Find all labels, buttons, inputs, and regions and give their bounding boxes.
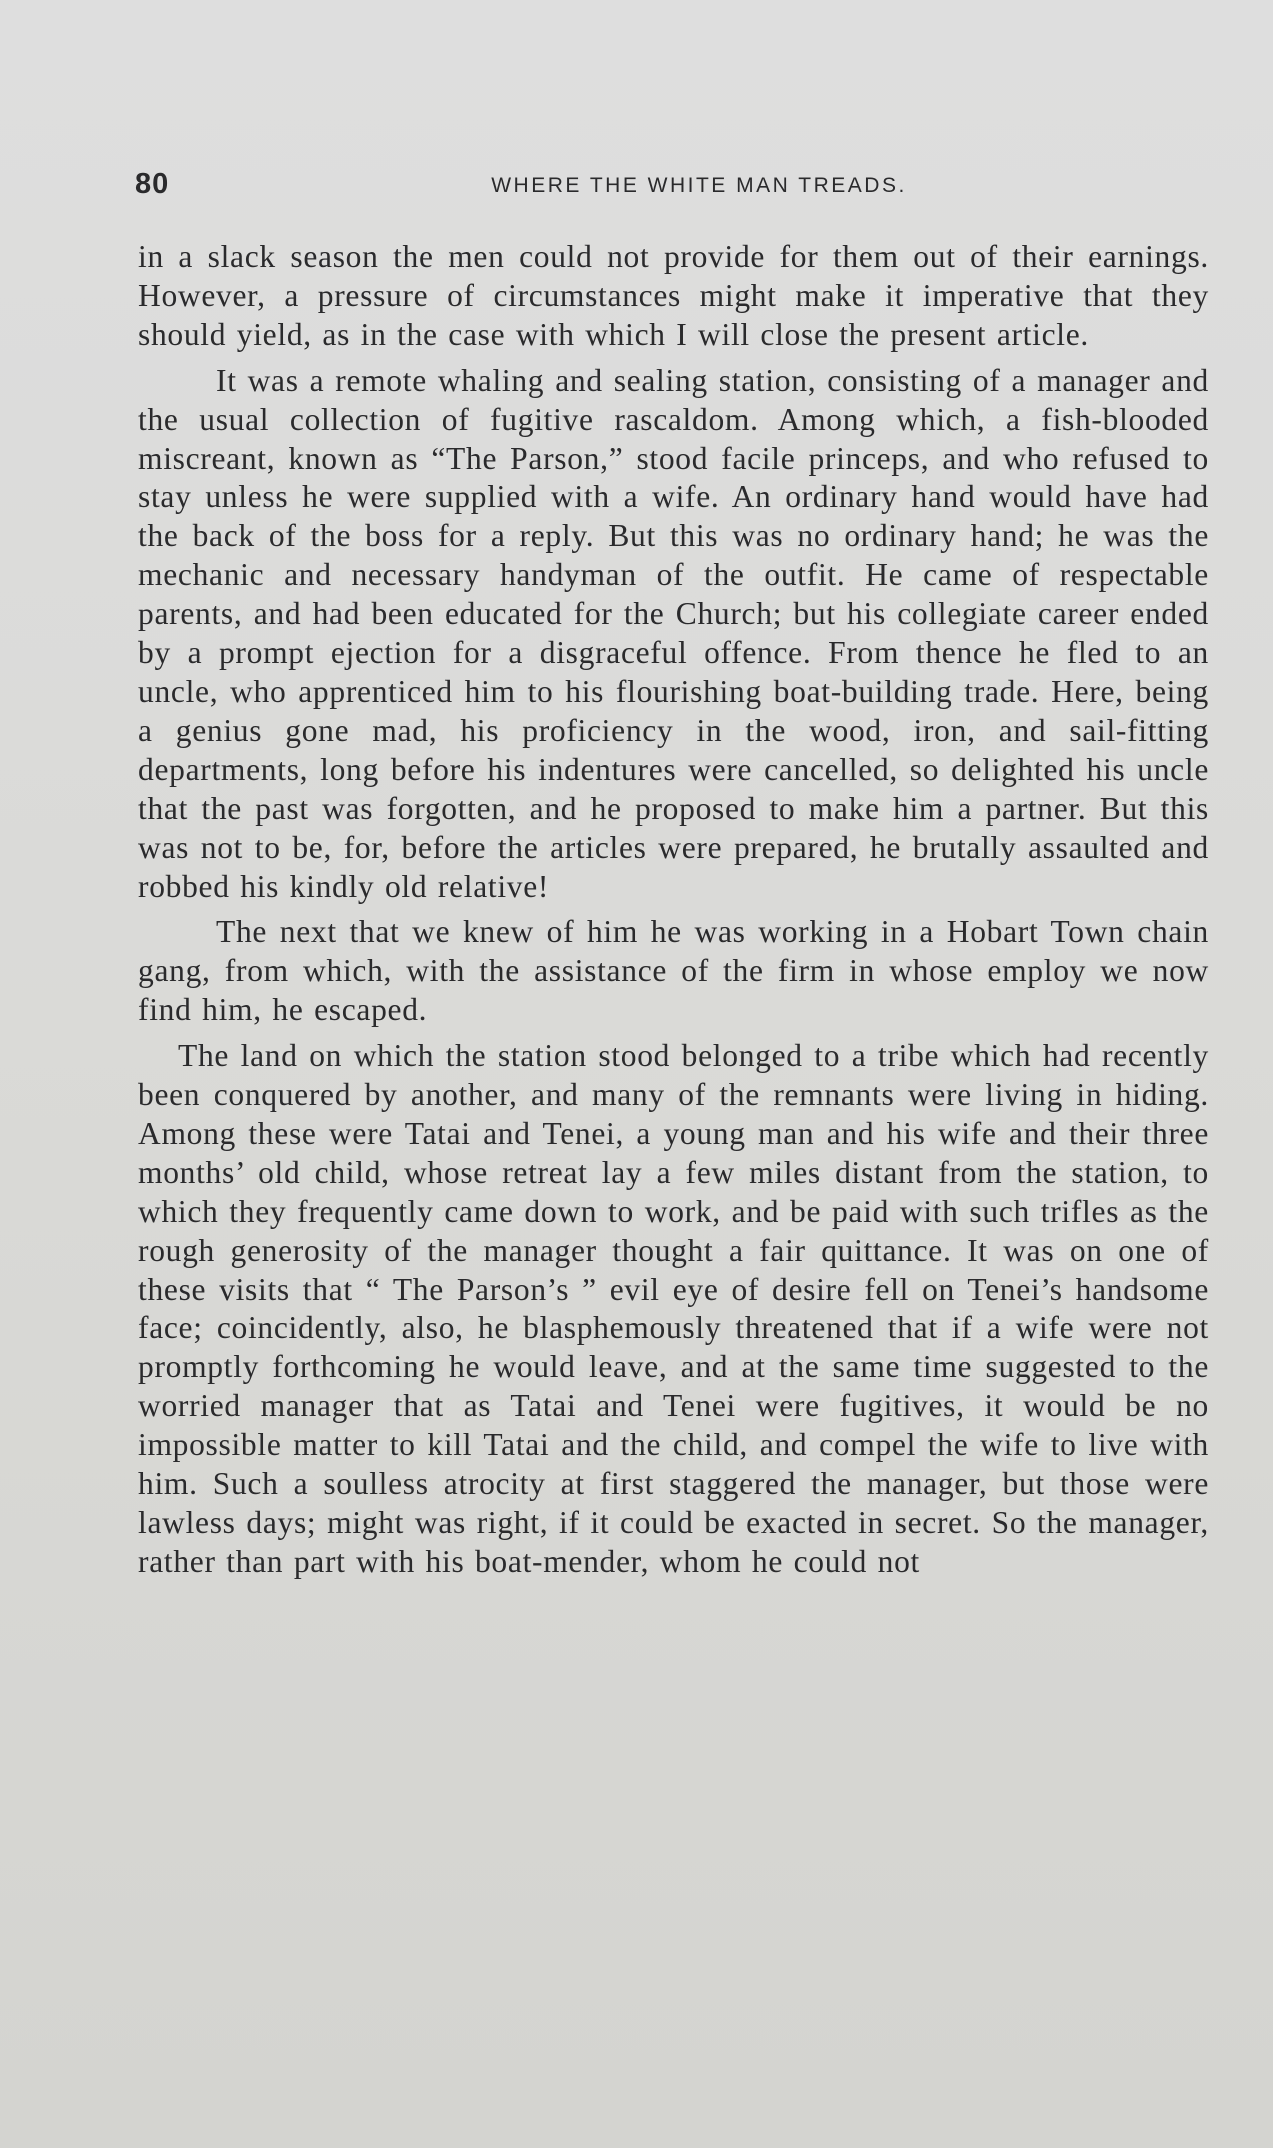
running-head: WHERE THE WHITE MAN TREADS. bbox=[491, 174, 907, 197]
page-header bbox=[135, 168, 1209, 208]
paragraph-1: in a slack season the men could not provide for them out of their earnings. However, a pressure of circumstances might make it imperative that they should yield, as in the case with which I will close the present article. bbox=[138, 239, 1209, 352]
paragraph-2: It was a remote whaling and sealing station, consisting of a manager and the usual collection of fugitive rascaldom. Among which, a fish-blooded miscreant, known as “The Parson,” stood facile princeps, and who refused to stay unless he were supplied with a wife. An ordinary hand would have had the back of the boss for a reply. But this was no ordinary hand; he was the mechanic and necessary handyman of the outfit. He came of respectable parents, and had been educated for the Church; but his collegiate career ended by a prompt ejection for a disgraceful offence. From thence he fled to an uncle, who apprenticed him to his flourishing boat-building trade. Here, being a genius gone mad, his proficiency in the wood, iron, and sail-fitting departments, long before his indentures were cancelled, so delighted his uncle that the past was forgotten, and he proposed to make him a partner. But this was not to be, for, before the articles were prepared, he brutally assaulted and robbed his kindly old relative! bbox=[138, 362, 1209, 904]
paragraph-3: The next that we knew of him he was working in a Hobart Town chain gang, from which, with the assistance of the firm in whose employ we now find him, he escaped. bbox=[138, 914, 1209, 1028]
paragraph-4: The land on which the station stood belonged to a tribe which had recently been conquered by another, and many of the remnants were living in hiding. Among these were Tatai and Tenei, a young man and his wife and their three months’ old child, whose retreat lay a few miles distant from the station, to which they frequently came down to work, and be paid with such trifles as the rough generosity of the manager thought a fair quittance. It was on one of these visits that “ The Parson’s ” evil eye of desire fell on Tenei’s handsome face; coincidently, also, he blasphemously threatened that if a wife were not promptly forthcoming he would leave, and at the same time suggested to the worried manager that as Tatai and Tenei were fugitives, it would be no impossible matter to kill Tatai and the child, and compel the wife to live with him. Such a soulless atrocity at first staggered the manager, but those were lawless days; might was right, if it could be exacted in secret. So the manager, rather than part with his boat-mender, whom he could not bbox=[138, 1038, 1209, 1579]
page-number: 80 bbox=[135, 168, 170, 200]
body-text bbox=[138, 238, 1209, 1589]
